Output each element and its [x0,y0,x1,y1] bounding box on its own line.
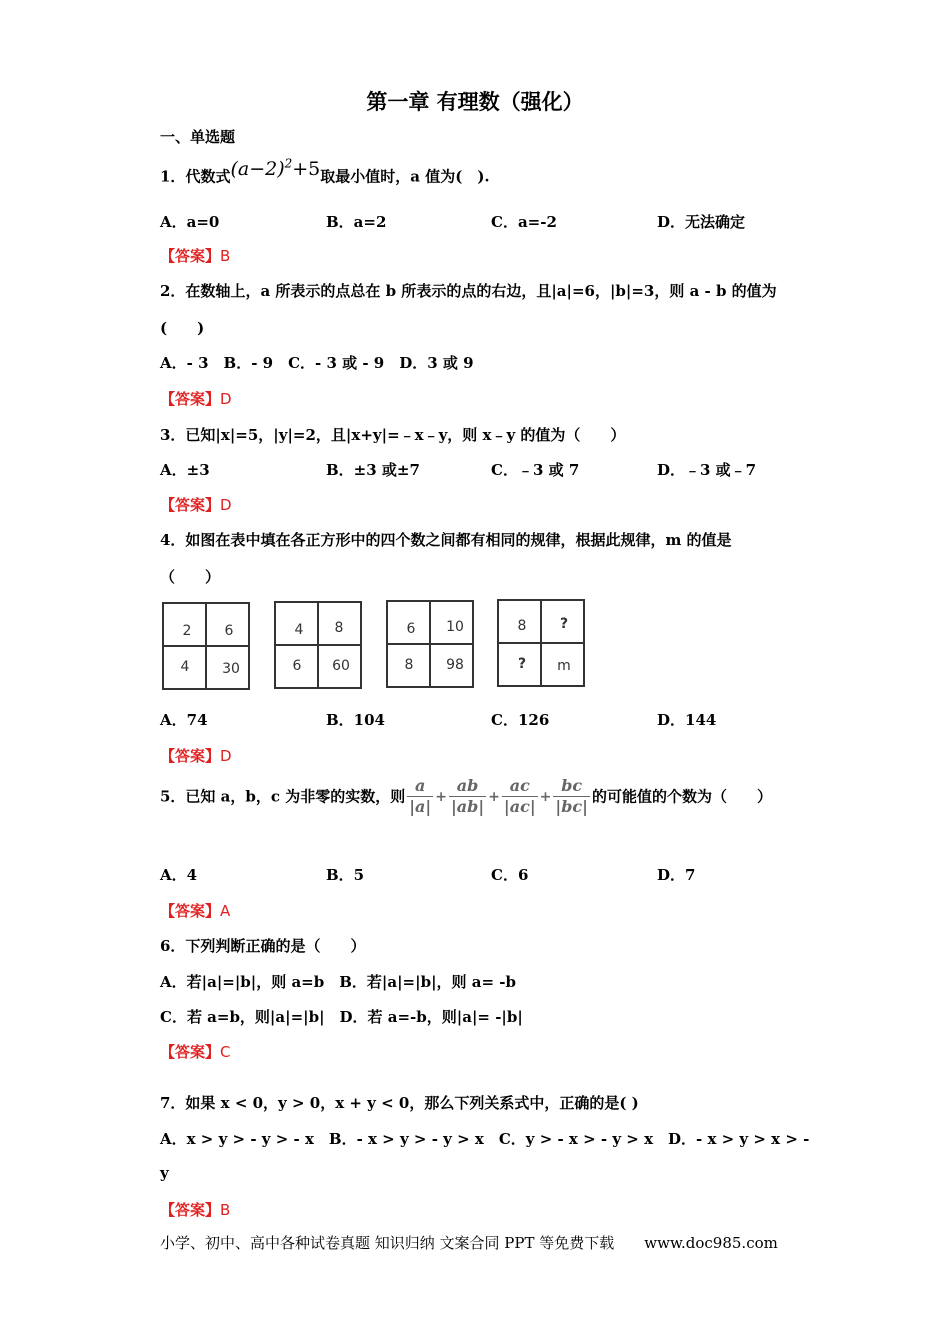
q5-option-d: D．7 [657,866,696,884]
grid-cell: 8 [517,618,527,634]
q6-line-1: 6．下列判断正确的是（ ） [160,937,366,955]
q7-answer-value: B [220,1201,231,1219]
answer-tag: 【答案】 [160,1043,221,1061]
q1-expr-exp: 2 [284,157,293,171]
grid-cell: 4 [294,622,304,638]
q4-option-c: C．126 [491,711,550,729]
q1-number: 1． [160,167,186,186]
grid-cell: 2 [182,623,192,639]
answer-tag: 【答案】 [160,390,221,408]
q1-option-c: C．a=-2 [491,213,557,231]
fraction: $\frac{a}{|a|}$ [409,776,432,816]
q5-option-c: C．6 [491,866,529,884]
q1-answer-value: B [220,247,231,265]
grid-cell: ? [517,656,527,672]
answer-tag: 【答案】 [160,902,221,920]
q3-option-a: A．±3 [160,461,210,479]
answer-tag: 【答案】 [160,247,221,265]
fraction: $\frac{ac}{|ac|}$ [503,776,536,816]
q7-line-1: 7．如果 x < 0，y > 0，x + y < 0，那么下列关系式中，正确的是( ) [160,1094,639,1112]
grid-cell: 6 [292,658,302,674]
q1-option-a: A．a=0 [160,213,220,231]
q3-answer-value: D [220,496,232,514]
q1-expr-base: (a−2) [230,158,285,181]
grid-cell: 8 [404,657,414,673]
q1-expr-tail: +5 [292,158,321,181]
answer-tag: 【答案】 [160,1201,221,1219]
q5-answer-value: A [220,902,231,920]
q3-option-c: C．﹣3 或 7 [491,461,580,479]
q4-option-d: D．144 [657,711,717,729]
grid-cell: 98 [446,657,464,673]
q2-answer [160,388,232,409]
page-title: 第一章 有理数（强化） [366,90,584,114]
q1-option-d: D．无法确定 [657,213,746,231]
q7-line-2: A．x > y > - y > - x B．- x > y > - y > x C．y > - x > - y > x D．- x > y > x > - [160,1130,810,1148]
q3-line-1: 3．已知|x|=5，|y|=2，且|x+y|=﹣x﹣y，则 x﹣y 的值为（ ） [160,426,626,444]
grid-cell: 6 [224,623,234,639]
number-grid-4 [497,599,585,687]
q1-prefix: 代数式 [185,167,231,186]
question-1 [160,157,490,186]
grid-cell: m [557,658,571,674]
footer-ad: 小学、初中、高中各种试卷真题 知识归纳 文案合同 PPT 等免费下载 www.doc985.com [160,1234,778,1252]
q3-option-b: B．±3 或±7 [326,461,420,479]
question-5 [160,776,772,817]
q6-answer-value: C [220,1043,231,1061]
grid-cell: 8 [334,620,344,636]
q3-answer [160,494,232,515]
q4-answer-value: D [220,747,232,765]
grid-cell: ? [559,616,569,632]
plus-sign: + [488,788,500,805]
q5-prefix: 5．已知 a，b，c 为非零的实数，则 [160,787,406,806]
q1-expression [230,158,320,180]
q5-suffix: 的可能值的个数为（ ） [591,787,772,806]
grid-cell: 60 [332,658,350,674]
q2-line-1: 2．在数轴上，a 所表示的点总在 b 所表示的点的右边，且|a|=6，|b|=3，则 a - b 的值为 [160,282,777,300]
q1-suffix: 取最小值时，a 值为( ). [320,167,490,186]
q2-line-2: ( ) [160,319,205,337]
number-grid-3 [386,600,474,688]
number-grid-2 [274,601,362,689]
grid-cell: 6 [406,621,416,637]
q2-answer-value: D [220,390,232,408]
q5-option-b: B．5 [326,866,365,884]
q7-answer [160,1199,230,1220]
answer-tag: 【答案】 [160,496,221,514]
fraction: $\frac{bc}{|bc|}$ [555,776,588,816]
number-grid-1 [162,602,250,690]
q2-options: A．- 3 B．- 9 C．- 3 或 - 9 D．3 或 9 [160,354,474,372]
q1-option-b: B．a=2 [326,213,387,231]
grid-cell: 4 [180,659,190,675]
q7-line-3: y [160,1164,169,1182]
q5-answer [160,900,230,921]
q4-option-a: A．74 [160,711,208,729]
q1-answer [160,245,230,266]
q6-answer [160,1041,231,1062]
answer-tag: 【答案】 [160,747,221,765]
q6-line-3: C．若 a=b，则|a|=|b| D．若 a=-b，则|a|= -|b| [160,1008,523,1026]
q5-option-a: A．4 [160,866,198,884]
q4-line-2: （ ） [160,568,221,586]
fraction: $\frac{ab}{|ab|}$ [450,776,485,816]
q6-line-2: A．若|a|=|b|，则 a=b B．若|a|=|b|，则 a= -b [160,973,516,991]
q4-answer [160,745,232,766]
q4-option-b: B．104 [326,711,385,729]
grid-cell: 10 [446,619,464,635]
q4-line-1: 4．如图在表中填在各正方形中的四个数之间都有相同的规律，根据此规律，m 的值是 [160,531,732,549]
q3-option-d: D．﹣3 或﹣7 [657,461,757,479]
section-heading: 一、单选题 [160,128,236,146]
grid-cell: 30 [222,661,240,677]
plus-sign: + [539,788,552,805]
plus-sign: + [435,788,447,805]
